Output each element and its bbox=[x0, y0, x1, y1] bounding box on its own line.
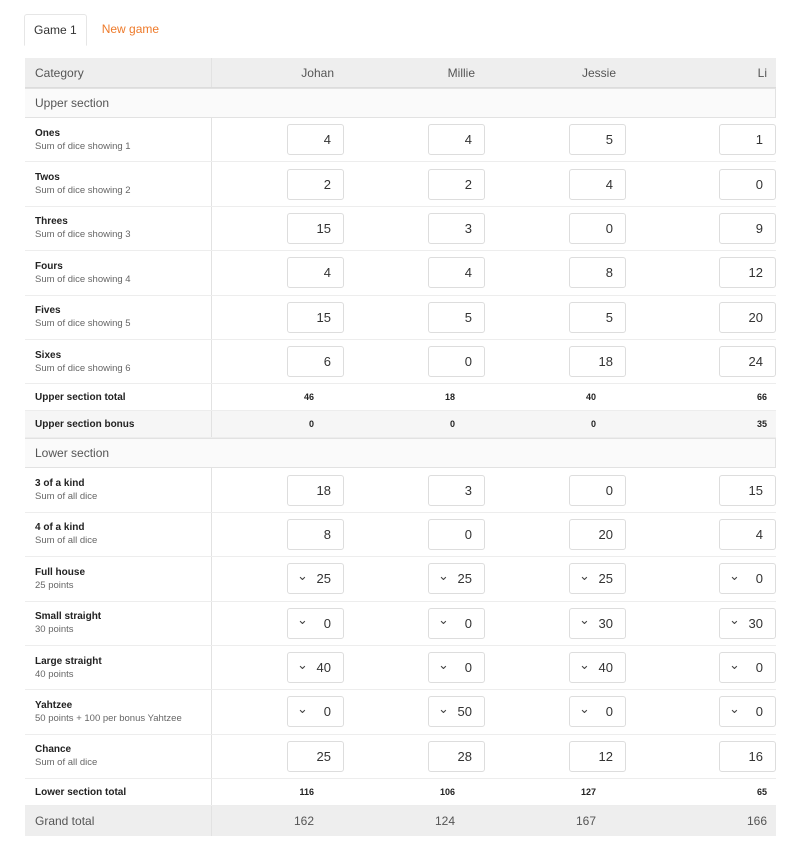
score-cell bbox=[344, 468, 485, 511]
score-cell bbox=[213, 468, 344, 511]
score-select-value: 25 bbox=[598, 571, 613, 587]
score-select-value: 50 bbox=[457, 704, 472, 720]
score-select[interactable]: ⌄ 50 bbox=[428, 696, 485, 727]
score-cell bbox=[626, 557, 767, 600]
score-input[interactable]: 0 bbox=[569, 475, 626, 506]
score-row bbox=[25, 513, 776, 557]
score-input[interactable]: 15 bbox=[287, 302, 344, 333]
score-input[interactable]: 25 bbox=[287, 741, 344, 772]
score-cell bbox=[485, 602, 626, 645]
score-row bbox=[25, 118, 776, 162]
category-name: Yahtzee bbox=[35, 699, 73, 711]
category-cell bbox=[25, 779, 212, 805]
score-cell bbox=[626, 513, 767, 556]
category-description: 40 points bbox=[35, 668, 74, 680]
upper-section-total-value: 18 bbox=[444, 392, 455, 403]
score-cell bbox=[485, 646, 626, 689]
category-cell bbox=[25, 296, 212, 339]
score-cell bbox=[213, 118, 344, 161]
score-row bbox=[25, 557, 776, 601]
score-select[interactable]: ⌄ 30 bbox=[719, 608, 776, 639]
section-heading bbox=[25, 88, 776, 118]
score-cell bbox=[213, 602, 344, 645]
score-select-value: 0 bbox=[755, 660, 763, 676]
score-cell bbox=[485, 690, 626, 733]
score-row bbox=[25, 162, 776, 206]
category-cell bbox=[25, 58, 212, 87]
category-name: Threes bbox=[35, 216, 68, 228]
score-input[interactable]: 4 bbox=[719, 519, 776, 550]
upper-section-total-value: 40 bbox=[585, 392, 596, 403]
score-input[interactable]: 5 bbox=[569, 124, 626, 155]
score-cell bbox=[213, 162, 344, 205]
score-cell bbox=[485, 735, 626, 778]
score-row bbox=[25, 646, 776, 690]
upper-section-bonus-value: 0 bbox=[449, 419, 455, 430]
category-name: Twos bbox=[35, 172, 60, 184]
player-name-li: Li bbox=[757, 65, 767, 80]
upper-section-total-value: 46 bbox=[303, 392, 314, 403]
score-cell bbox=[626, 602, 767, 645]
category-cell bbox=[25, 439, 775, 467]
score-input[interactable]: 0 bbox=[719, 169, 776, 200]
score-select[interactable]: ⌄ 0 bbox=[287, 696, 344, 727]
category-name: Ones bbox=[35, 127, 61, 139]
score-cell bbox=[626, 207, 767, 250]
score-cell bbox=[485, 340, 626, 383]
category-name: Sixes bbox=[35, 349, 62, 361]
score-input[interactable]: 2 bbox=[428, 169, 485, 200]
score-select-value: 0 bbox=[464, 615, 472, 631]
upper-section-bonus bbox=[25, 411, 776, 438]
score-cell bbox=[344, 162, 485, 205]
lower-section-total-value: 65 bbox=[756, 787, 767, 798]
score-select[interactable]: ⌄ 40 bbox=[287, 652, 344, 683]
category-cell bbox=[25, 340, 212, 383]
score-input[interactable]: 5 bbox=[569, 302, 626, 333]
lower-section-total-value: 116 bbox=[299, 787, 314, 798]
score-input[interactable]: 8 bbox=[569, 257, 626, 288]
score-cell bbox=[213, 646, 344, 689]
score-input[interactable]: 4 bbox=[569, 169, 626, 200]
score-select[interactable]: ⌄ 0 bbox=[428, 652, 485, 683]
upper-section-bonus-value: 0 bbox=[308, 419, 314, 430]
score-cell bbox=[485, 557, 626, 600]
score-select-value: 0 bbox=[464, 660, 472, 676]
category-cell bbox=[25, 207, 212, 250]
category-name: Fours bbox=[35, 260, 63, 272]
score-input[interactable]: 15 bbox=[719, 475, 776, 506]
score-cell bbox=[626, 735, 767, 778]
section-heading bbox=[25, 438, 776, 468]
player-name-johan: Johan bbox=[301, 65, 334, 80]
grand-total bbox=[25, 806, 776, 836]
category-description: Sum of dice showing 4 bbox=[35, 273, 131, 285]
category-name: Grand total bbox=[35, 814, 95, 829]
score-cell bbox=[626, 690, 767, 733]
score-select-value: 25 bbox=[457, 571, 472, 587]
score-cell bbox=[344, 735, 485, 778]
score-select-value: 0 bbox=[323, 615, 331, 631]
score-cell bbox=[213, 735, 344, 778]
category-cell bbox=[25, 557, 212, 600]
score-select-value: 25 bbox=[316, 571, 331, 587]
score-input[interactable]: 20 bbox=[719, 302, 776, 333]
grand-total-value: 166 bbox=[746, 814, 767, 829]
score-row bbox=[25, 340, 776, 384]
score-cell bbox=[344, 557, 485, 600]
category-name: Large straight bbox=[35, 655, 102, 667]
score-select-value: 0 bbox=[323, 704, 331, 720]
score-cell bbox=[485, 513, 626, 556]
score-input[interactable]: 5 bbox=[428, 302, 485, 333]
score-select-value: 40 bbox=[316, 660, 331, 676]
category-description: 50 points + 100 per bonus Yahtzee bbox=[35, 712, 182, 724]
score-input[interactable]: 0 bbox=[428, 346, 485, 377]
score-row bbox=[25, 296, 776, 340]
score-row bbox=[25, 735, 776, 779]
score-input[interactable]: 12 bbox=[569, 741, 626, 772]
score-input[interactable]: 28 bbox=[428, 741, 485, 772]
score-input[interactable]: 2 bbox=[287, 169, 344, 200]
score-row bbox=[25, 251, 776, 295]
score-cell bbox=[626, 296, 767, 339]
category-name: Lower section total bbox=[35, 786, 127, 798]
category-description: Sum of dice showing 5 bbox=[35, 318, 131, 330]
upper-section-bonus-value: 35 bbox=[756, 419, 767, 430]
score-cell bbox=[344, 118, 485, 161]
score-input[interactable]: 0 bbox=[428, 519, 485, 550]
category-name: Lower section bbox=[35, 446, 110, 461]
score-cell bbox=[485, 207, 626, 250]
category-description: Sum of all dice bbox=[35, 491, 98, 503]
category-name: Upper section total bbox=[35, 391, 126, 403]
score-cell bbox=[213, 690, 344, 733]
score-cell bbox=[626, 646, 767, 689]
score-input[interactable]: 8 bbox=[287, 519, 344, 550]
score-input[interactable]: 3 bbox=[428, 213, 485, 244]
category-cell bbox=[25, 251, 212, 294]
score-input[interactable]: 12 bbox=[719, 257, 776, 288]
score-cell bbox=[344, 251, 485, 294]
score-input[interactable]: 18 bbox=[569, 346, 626, 377]
score-cell bbox=[344, 340, 485, 383]
score-select[interactable]: ⌄ 0 bbox=[569, 696, 626, 727]
score-row bbox=[25, 602, 776, 646]
category-cell bbox=[25, 468, 212, 511]
category-name: 3 of a kind bbox=[35, 478, 85, 490]
score-select-value: 30 bbox=[748, 615, 763, 631]
player-name-millie: Millie bbox=[447, 65, 475, 80]
category-cell bbox=[25, 118, 212, 161]
score-cell bbox=[213, 296, 344, 339]
score-cell bbox=[344, 296, 485, 339]
category-cell bbox=[25, 806, 212, 836]
tab-new-game[interactable]: New game bbox=[101, 22, 160, 36]
category-cell bbox=[25, 162, 212, 205]
lower-section-total-value: 106 bbox=[439, 787, 455, 798]
score-select[interactable]: ⌄ 25 bbox=[287, 563, 344, 594]
score-input[interactable]: 4 bbox=[287, 124, 344, 155]
category-name: 4 of a kind bbox=[35, 522, 85, 534]
category-cell bbox=[25, 646, 212, 689]
score-input[interactable]: 6 bbox=[287, 346, 344, 377]
category-cell bbox=[25, 602, 212, 645]
category-name: Chance bbox=[35, 744, 72, 756]
category-cell bbox=[25, 384, 212, 410]
score-cell bbox=[213, 207, 344, 250]
score-cell bbox=[213, 251, 344, 294]
table-header bbox=[25, 58, 776, 88]
score-table bbox=[25, 58, 776, 836]
category-cell bbox=[25, 690, 212, 733]
score-input[interactable]: 4 bbox=[428, 257, 485, 288]
score-input[interactable]: 24 bbox=[719, 346, 776, 377]
score-cell bbox=[344, 646, 485, 689]
score-input[interactable]: 16 bbox=[719, 741, 776, 772]
tab-game-1[interactable]: Game 1 bbox=[24, 14, 87, 46]
upper-section-bonus-value: 0 bbox=[590, 419, 596, 430]
score-cell bbox=[626, 162, 767, 205]
lower-section-total bbox=[25, 779, 776, 806]
score-select[interactable]: ⌄ 30 bbox=[569, 608, 626, 639]
score-cell bbox=[213, 513, 344, 556]
score-cell bbox=[485, 162, 626, 205]
score-cell bbox=[626, 468, 767, 511]
score-cell bbox=[344, 690, 485, 733]
score-cell bbox=[344, 602, 485, 645]
category-name: Upper section bonus bbox=[35, 418, 135, 430]
category-cell bbox=[25, 513, 212, 556]
category-name: Upper section bbox=[35, 96, 110, 110]
score-cell bbox=[626, 251, 767, 294]
category-description: Sum of all dice bbox=[35, 535, 98, 547]
grand-total-value: 124 bbox=[434, 814, 455, 829]
category-name: Fives bbox=[35, 305, 61, 317]
category-description: 25 points bbox=[35, 579, 74, 591]
category-name: Full house bbox=[35, 566, 85, 578]
score-select-value: 40 bbox=[598, 660, 613, 676]
score-select[interactable]: ⌄ 0 bbox=[719, 652, 776, 683]
score-cell bbox=[344, 513, 485, 556]
score-row bbox=[25, 690, 776, 734]
score-input[interactable]: 1 bbox=[719, 124, 776, 155]
score-cell bbox=[485, 118, 626, 161]
score-select-value: 30 bbox=[598, 615, 613, 631]
score-input[interactable]: 20 bbox=[569, 519, 626, 550]
score-select[interactable]: ⌄ 25 bbox=[569, 563, 626, 594]
grand-total-value: 162 bbox=[293, 814, 314, 829]
score-select-value: 0 bbox=[605, 704, 613, 720]
category-description: Sum of dice showing 6 bbox=[35, 362, 131, 374]
score-row bbox=[25, 207, 776, 251]
category-description: Sum of dice showing 3 bbox=[35, 229, 131, 241]
game-tabs bbox=[24, 14, 168, 46]
score-input[interactable]: 4 bbox=[287, 257, 344, 288]
score-cell bbox=[485, 251, 626, 294]
score-select[interactable]: ⌄ 0 bbox=[428, 608, 485, 639]
score-input[interactable]: 4 bbox=[428, 124, 485, 155]
score-cell bbox=[485, 296, 626, 339]
category-cell bbox=[25, 735, 212, 778]
category-description: Sum of all dice bbox=[35, 757, 98, 769]
score-cell bbox=[485, 468, 626, 511]
player-name-jessie: Jessie bbox=[581, 65, 616, 80]
grand-total-value: 167 bbox=[575, 814, 596, 829]
score-cell bbox=[626, 340, 767, 383]
score-cell bbox=[344, 207, 485, 250]
score-select-value: 0 bbox=[755, 704, 763, 720]
score-input[interactable]: 0 bbox=[569, 213, 626, 244]
score-select[interactable]: ⌄ 25 bbox=[428, 563, 485, 594]
score-input[interactable]: 9 bbox=[719, 213, 776, 244]
category-description: 30 points bbox=[35, 624, 74, 636]
score-select[interactable]: ⌄ 0 bbox=[287, 608, 344, 639]
score-input[interactable]: 15 bbox=[287, 213, 344, 244]
score-cell bbox=[213, 557, 344, 600]
score-select-value: 0 bbox=[755, 571, 763, 587]
score-select[interactable]: ⌄ 0 bbox=[719, 696, 776, 727]
category-description: Sum of dice showing 2 bbox=[35, 185, 131, 197]
score-input[interactable]: 18 bbox=[287, 475, 344, 506]
upper-section-total bbox=[25, 384, 776, 411]
score-select[interactable]: ⌄ 0 bbox=[719, 563, 776, 594]
category-cell bbox=[25, 89, 775, 117]
category-name: Small straight bbox=[35, 611, 102, 623]
score-row bbox=[25, 468, 776, 512]
category-name: Category bbox=[35, 65, 84, 80]
score-cell bbox=[626, 118, 767, 161]
upper-section-total-value: 66 bbox=[756, 392, 767, 403]
category-description: Sum of dice showing 1 bbox=[35, 140, 131, 152]
category-cell bbox=[25, 411, 212, 437]
score-cell bbox=[213, 340, 344, 383]
score-input[interactable]: 3 bbox=[428, 475, 485, 506]
score-select[interactable]: ⌄ 40 bbox=[569, 652, 626, 683]
lower-section-total-value: 127 bbox=[580, 787, 596, 798]
